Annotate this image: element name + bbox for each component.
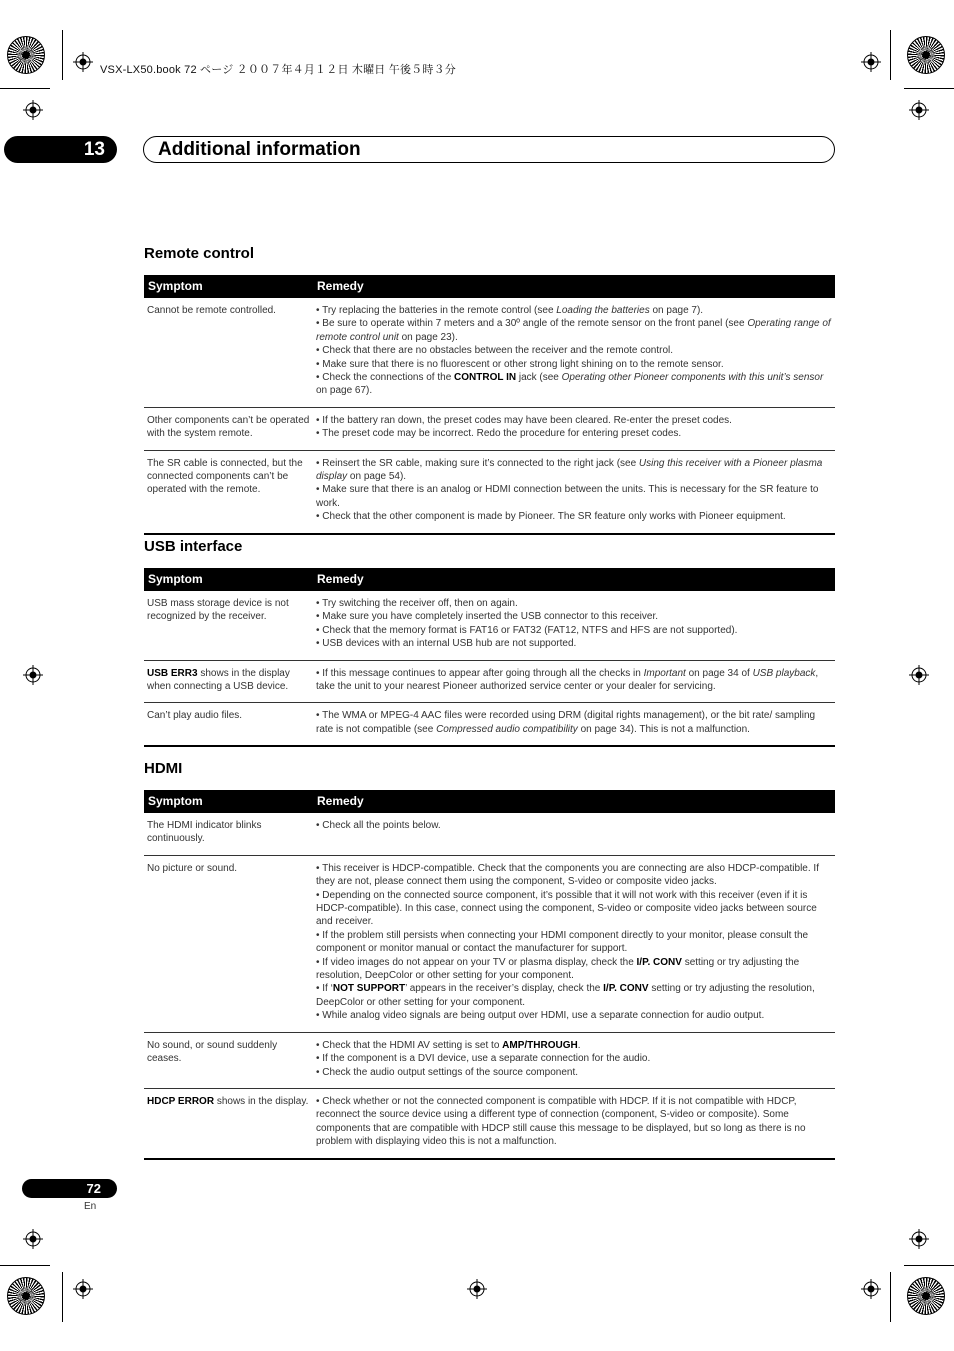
- registration-star-top-right: [907, 36, 945, 74]
- remedy-item: • USB devices with an internal USB hub are not supported.: [316, 638, 577, 650]
- crosshair-icon: [861, 52, 881, 72]
- remedy-item: • While analog video signals are being output over HDMI, use a separate connection for audio output.: [316, 1010, 765, 1022]
- registration-star-top-left: [7, 36, 45, 74]
- usb-interface-table: [144, 568, 835, 747]
- remedy-cell: [313, 660, 835, 703]
- table-row: [144, 407, 835, 450]
- crosshair-icon: [909, 1229, 929, 1249]
- chapter-title: Additional information: [158, 139, 361, 160]
- remedy-cell: [313, 855, 835, 1032]
- symptom-cell: Other components can’t be operated with the system remote.: [144, 407, 313, 450]
- remedy-item: • If video images do not appear on your TV or plasma display, check the I/P. CONV setting or try adjusting the resolution, DeepColor or other setting for your component.: [316, 956, 800, 982]
- hdmi-table: [144, 790, 835, 1160]
- remedy-item: • Check that the HDMI AV setting is set to AMP/THROUGH.: [316, 1039, 581, 1051]
- remedy-item: • If ‘NOT SUPPORT’ appears in the receiver’s display, check the I/P. CONV setting or try adjusting the resolution, DeepColor or other setting for your component.: [316, 983, 815, 1008]
- remedy-cell: [313, 1088, 835, 1158]
- remedy-item: • Try switching the receiver off, then on again.: [316, 598, 518, 609]
- remedy-cell: [313, 450, 835, 534]
- remedy-item: • If the battery ran down, the preset codes may have been cleared. Re-enter the preset codes.: [316, 414, 732, 426]
- symptom-cell: The SR cable is connected, but the connected components can’t be operated with the remote.: [144, 450, 313, 534]
- remedy-item: • If the problem still persists when connecting your HDMI component directly to your monitor, please consult the component or monitor manual or contact the manufacturer for support.: [316, 929, 809, 955]
- symptom-cell: Cannot be remote controlled.: [144, 298, 313, 407]
- remedy-item: • Make sure that there is no fluorescent or other strong light shining on to the remote sensor.: [316, 358, 724, 370]
- page-number: 72: [22, 1179, 117, 1198]
- remedy-cell: [313, 703, 835, 746]
- crosshair-icon: [73, 52, 93, 72]
- symptom-cell: No sound, or sound suddenly ceases.: [144, 1032, 313, 1088]
- table-row: [144, 855, 835, 1032]
- remedy-item: • The WMA or MPEG-4 AAC files were recorded using DRM (digital rights management), or the bit rate/ sampling rate is not compatible (see Compressed audio compatibility on page 34). This is not a malfunction.: [316, 710, 816, 735]
- crosshair-icon: [909, 665, 929, 685]
- remedy-item: • Try replacing the batteries in the remote control (see Loading the batteries on page 7).: [316, 305, 704, 316]
- symptom-cell: USB ERR3 shows in the display when connecting a USB device.: [144, 660, 313, 703]
- registration-star-bottom-left: [7, 1277, 45, 1315]
- table-row: [144, 1088, 835, 1158]
- remedy-cell: [313, 1032, 835, 1088]
- remedy-item: • Check the audio output settings of the source component.: [316, 1066, 578, 1078]
- section-heading-hdmi: HDMI: [144, 760, 183, 777]
- remedy-cell: [313, 813, 835, 855]
- page-language: En: [84, 1201, 97, 1212]
- column-header-remedy: Remedy: [313, 568, 835, 591]
- remedy-item: • Depending on the connected source component, it’s possible that it will not work with this receiver (even if it is HDCP-compatible). In this case, connect using the component, S-video or composite video jacks between source and receiver.: [316, 889, 817, 928]
- remedy-item: • This receiver is HDCP-compatible. Check that the components you are connecting are also HDCP-compatible. If they are not, please connect them using the component, S-video or composite video jacks.: [316, 862, 819, 888]
- remedy-item: • Check the connections of the CONTROL IN jack (see Operating other Pioneer components with this unit’s sensor on page 67).: [316, 372, 824, 397]
- crosshair-icon: [73, 1279, 93, 1299]
- table-row: [144, 813, 835, 855]
- crosshair-icon: [23, 665, 43, 685]
- remedy-cell: [313, 591, 835, 660]
- remedy-item: • Make sure that there is an analog or HDMI connection between the units. This is necessary for the SR feature to work.: [316, 484, 819, 509]
- print-header: VSX-LX50.book 72 ページ ２００７年４月１２日 木曜日 午後５時３分: [100, 64, 456, 76]
- table-row: [144, 298, 835, 407]
- remedy-item: • Check all the points below.: [316, 820, 441, 831]
- chapter-number-badge: 13: [4, 136, 117, 163]
- remedy-cell: [313, 298, 835, 407]
- crosshair-icon: [909, 100, 929, 120]
- remedy-item: • If this message continues to appear after going through all the checks in Important on page 34 of USB playback, take the unit to your nearest Pioneer authorized service center or your dealer for servicing.: [316, 667, 819, 693]
- remedy-item: • Check that there are no obstacles between the receiver and the remote control.: [316, 345, 674, 357]
- table-row: [144, 703, 835, 746]
- remedy-item: • If the component is a DVI device, use a separate connection for the audio.: [316, 1053, 651, 1065]
- column-header-remedy: Remedy: [313, 275, 835, 298]
- remedy-item: • Check that the other component is made by Pioneer. The SR feature only works with Pioneer equipment.: [316, 511, 786, 523]
- remedy-item: • Check whether or not the connected component is compatible with HDCP. If it is not compatible with HDCP, reconnect the source device using a different type of connection (component, S-video or composite). Some components that are compatible with HDCP still cause this message to be displayed, but so long as there is no problem with displaying video this is not a malfunction.: [316, 1095, 806, 1148]
- remote-control-table: [144, 275, 835, 535]
- table-row: [144, 660, 835, 703]
- remedy-item: • Reinsert the SR cable, making sure it’s connected to the right jack (see Using this receiver with a Pioneer plasma display on page 54).: [316, 457, 823, 483]
- table-header-row: [144, 275, 835, 298]
- symptom-cell: No picture or sound.: [144, 855, 313, 1032]
- crosshair-icon: [23, 1229, 43, 1249]
- remedy-item: • Check that the memory format is FAT16 or FAT32 (FAT12, NTFS and HFS are not supported).: [316, 624, 738, 636]
- crosshair-icon: [23, 100, 43, 120]
- section-heading-remote-control: Remote control: [144, 245, 255, 262]
- symptom-cell: HDCP ERROR shows in the display.: [144, 1088, 313, 1158]
- section-heading-usb-interface: USB interface: [144, 538, 243, 555]
- column-header-remedy: Remedy: [313, 790, 835, 813]
- symptom-cell: Can’t play audio files.: [144, 703, 313, 746]
- remedy-item: • Make sure you have completely inserted the USB connector to this receiver.: [316, 611, 659, 623]
- table-header-row: [144, 568, 835, 591]
- table-row: [144, 450, 835, 534]
- symptom-cell: The HDMI indicator blinks continuously.: [144, 813, 313, 855]
- registration-star-bottom-right: [907, 1277, 945, 1315]
- remedy-item: • The preset code may be incorrect. Redo the procedure for entering preset codes.: [316, 428, 682, 440]
- crosshair-icon: [467, 1279, 487, 1299]
- column-header-symptom: Symptom: [144, 275, 313, 298]
- column-header-symptom: Symptom: [144, 790, 313, 813]
- table-row: [144, 1032, 835, 1088]
- table-row: [144, 591, 835, 660]
- symptom-cell: USB mass storage device is not recognized by the receiver.: [144, 591, 313, 660]
- remedy-cell: [313, 407, 835, 450]
- remedy-item: • Be sure to operate within 7 meters and a 30º angle of the remote sensor on the front panel (see Operating range of remote control unit on page 23).: [316, 318, 831, 343]
- column-header-symptom: Symptom: [144, 568, 313, 591]
- table-header-row: [144, 790, 835, 813]
- crosshair-icon: [861, 1279, 881, 1299]
